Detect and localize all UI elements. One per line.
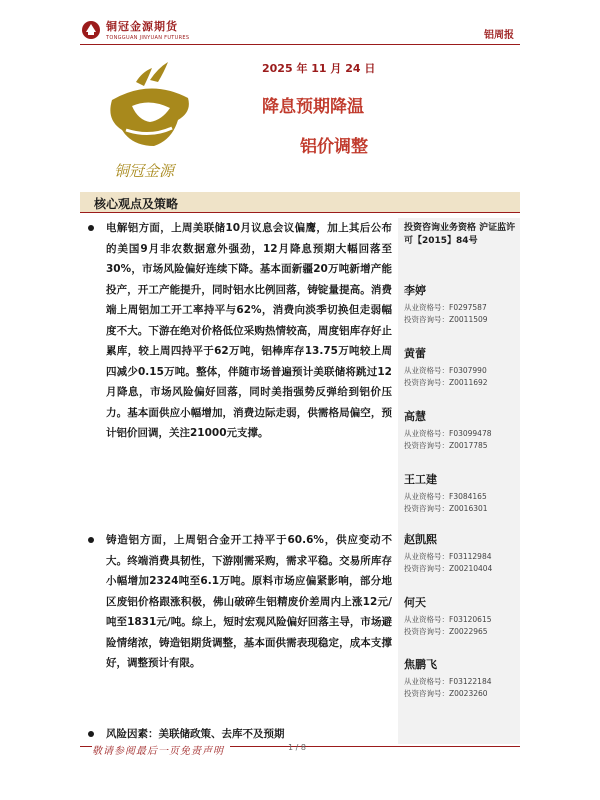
consult-number: 投资咨询号：Z0016301 [404,504,488,513]
analyst-name: 高慧 [404,410,426,423]
consult-number: 投资咨询号：Z0011692 [404,378,488,387]
consult-number: 投资咨询号：Z0011509 [404,315,488,324]
analyst-sidebar [398,218,520,744]
company-logo-icon [80,19,102,41]
analyst-name: 王工建 [404,473,437,486]
analyst-card [404,594,516,638]
analyst-name: 焦鹏飞 [404,658,437,671]
report-type-label: 铝周报 [484,30,514,41]
company-logo [80,18,189,41]
analyst-card [404,471,516,515]
analyst-card [404,408,516,452]
bullet-dot-icon [88,731,94,737]
analyst-name: 李婷 [404,284,426,297]
bullet-dot-icon [88,225,94,231]
company-name-cn: 铜冠金源期货 [106,20,178,33]
section-header [80,192,520,213]
core-views-content [86,218,392,745]
consult-number: 投资咨询号：Z00210404 [404,564,493,573]
practice-number: 从业资格号：F03120615 [404,615,492,624]
bullet-text: 电解铝方面，上周美联储10月议息会议偏鹰，加上其后公布的美国9月非农数据意外强劲，12月降息预期大幅回落至30%，市场风险偏好连续下降。基本面新疆20万吨新增产能投产，开工产能提升，同时铝水比例回落，铸锭量提高。消费端上周铝加工开工率持平与62%，消费向淡季切换但走弱幅度不大。下游在绝对价格低位采购热情较高，周度铝库存好止累库，较上周四持平于62万吨，铝棒库存13.75万吨较上周四减少0.15万吨。整体，伴随市场普遍预计美联储将跳过12月降息，市场风险偏好回落，同时美指强势反弹给到铝价压力。基本面供应小幅增加，消费边际走弱，供需格局偏空，预计铝价回调，关注21000元支撑。 [106,222,392,439]
consult-number: 投资咨询号：Z0022965 [404,627,488,636]
footer-disclaimer: 敬请参阅最后一页免责声明 [92,742,230,757]
bronze-vessel-emblem [92,58,210,186]
header-divider [80,44,520,45]
bullet-cast-aluminum [86,530,392,718]
company-name-en: TONGGUAN JINYUAN FUTURES [106,35,190,41]
analyst-card [404,531,516,575]
practice-number: 从业资格号：F03122184 [404,677,492,686]
page-number: 1 / 8 [288,743,306,752]
bullet-text: 铸造铝方面，上周铝合金开工持平于60.6%，供应变动不大。终端消费具韧性，下游刚需采购，需求平稳。交易所库存小幅增加2324吨至6.1万吨。原料市场应偏紧影响，部分地区废铝价格跟涨积极，佛山破碎生铝精废价差周内上涨12元/吨至1831元/吨。综上，短时宏观风险偏好回落主导，市场避险情绪浓，铸造铝期货调整，基本面供需表现稳定，成本支撑好，调整预计有限。 [106,534,392,669]
bullet-dot-icon [88,537,94,543]
analyst-card [404,656,516,700]
practice-number: 从业资格号：F03099478 [404,429,492,438]
practice-number: 从业资格号：F3084165 [404,492,487,501]
practice-number: 从业资格号：F0297587 [404,303,487,312]
consult-number: 投资咨询号：Z0017785 [404,441,488,450]
bullet-text: 风险因素：美联储政策、去库不及预期 [106,728,285,740]
emblem-calligraphy: 铜冠金源 [114,162,175,180]
analyst-name: 黄蕾 [404,347,426,360]
report-title-line1: 降息预期降温 [262,97,364,117]
analyst-card [404,282,516,326]
bullet-electrolytic-aluminum [86,218,392,522]
qualification-text: 投资咨询业务资格 沪证监许可【2015】84号 [404,223,516,246]
consult-number: 投资咨询号：Z0023260 [404,689,488,698]
analyst-card [404,345,516,389]
practice-number: 从业资格号：F0307990 [404,366,487,375]
section-title: 核心观点及策略 [94,197,179,211]
analyst-name: 赵凯熙 [404,533,437,546]
practice-number: 从业资格号：F03112984 [404,552,492,561]
report-title-line2: 铝价调整 [300,137,368,157]
analyst-name: 何天 [404,596,426,609]
report-date: 2025 年 11 月 24 日 [262,62,376,75]
